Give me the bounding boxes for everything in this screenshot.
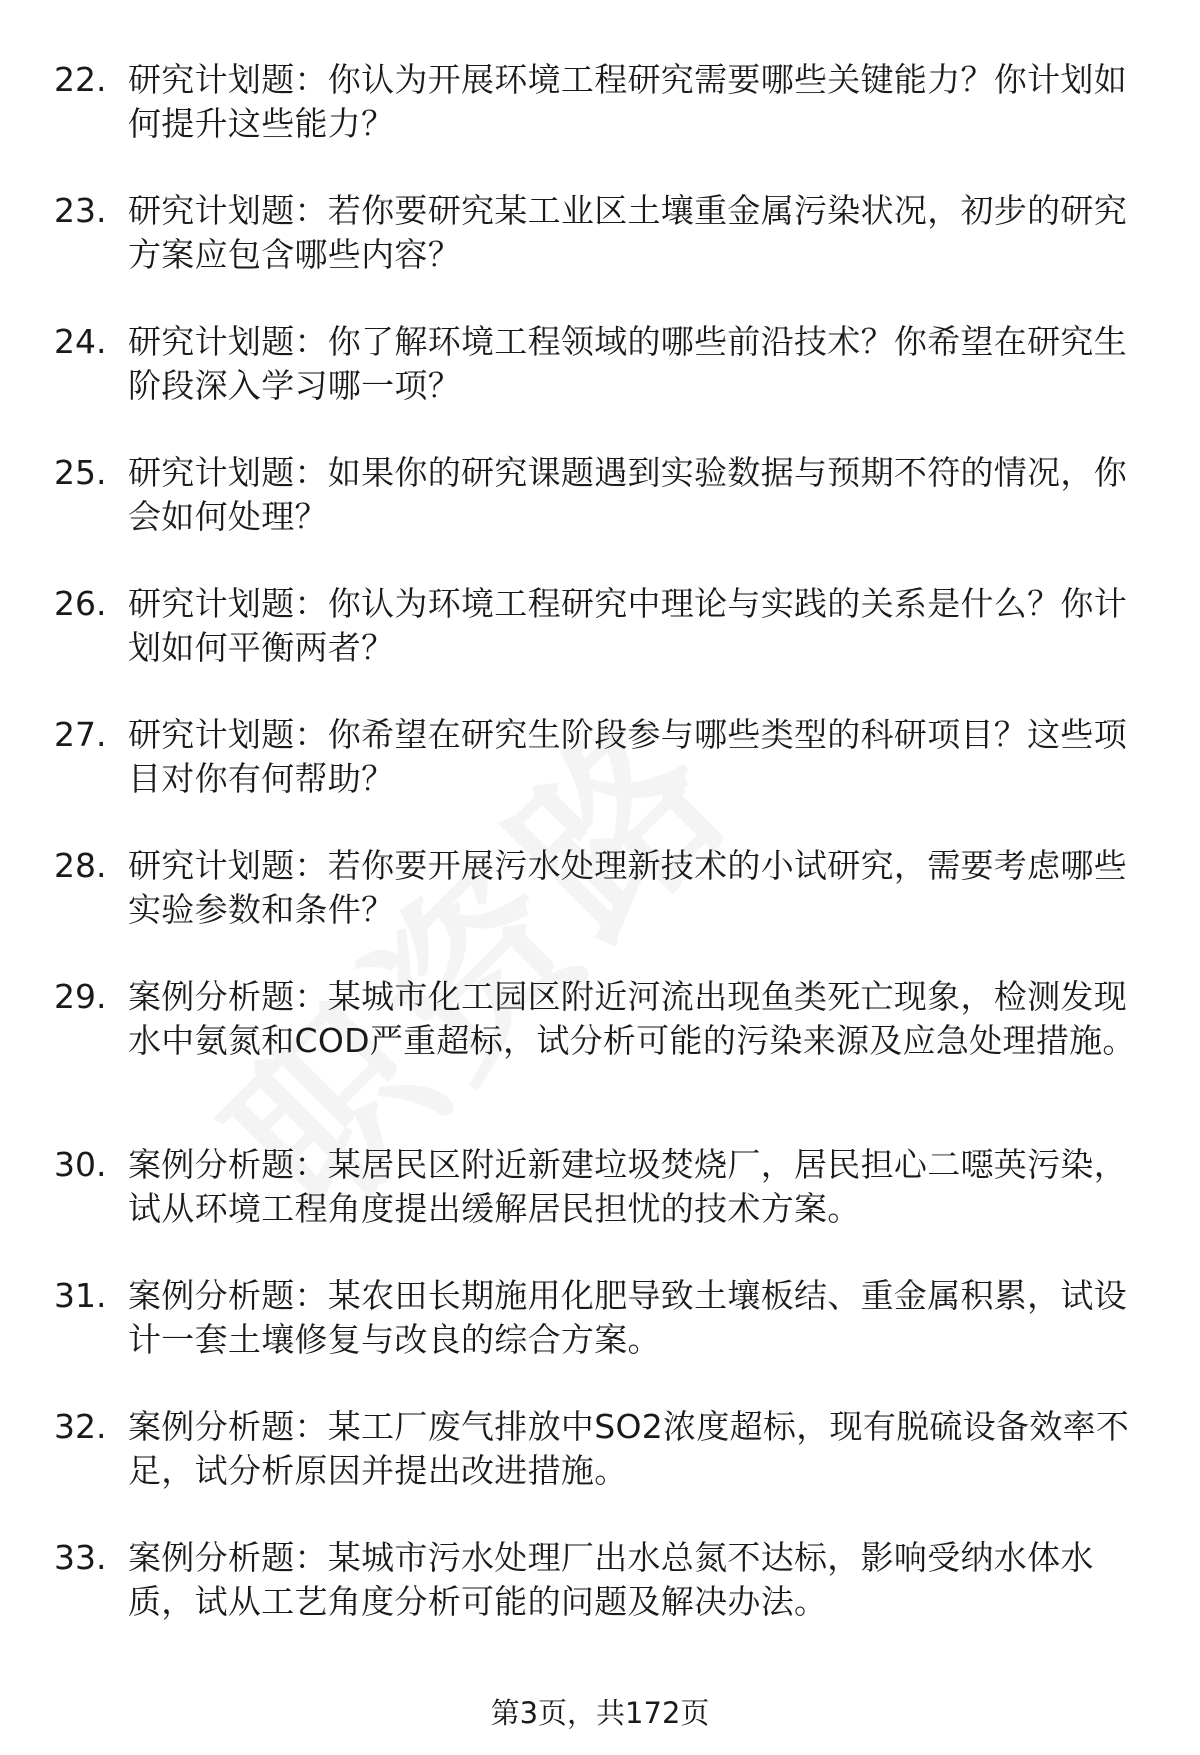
question-item [0, 189, 1200, 279]
question-item [0, 1143, 1200, 1233]
question-item [0, 582, 1200, 672]
question-item [0, 58, 1200, 148]
question-number: 31. [54, 1276, 107, 1315]
question-text: 案例分析题：某工厂废气排放中SO2浓度超标，现有脱硫设备效率不足，试分析原因并提出改进措施。 [128, 1407, 1130, 1490]
question-number: 25. [54, 453, 107, 492]
question-text: 研究计划题：你了解环境工程领域的哪些前沿技术？你希望在研究生阶段深入学习哪一项？ [128, 322, 1127, 405]
question-list [0, 58, 1200, 1667]
question-number: 27. [54, 715, 107, 754]
question-number: 30. [54, 1145, 107, 1184]
question-item [0, 713, 1200, 803]
question-item [0, 1274, 1200, 1364]
page-indicator: 第3页，共172页 [490, 1696, 710, 1730]
question-text: 案例分析题：某城市化工园区附近河流出现鱼类死亡现象，检测发现水中氨氮和COD严重超标，试分析可能的污染来源及应急处理措施。 [128, 977, 1136, 1060]
question-number: 32. [54, 1407, 107, 1446]
question-text: 案例分析题：某城市污水处理厂出水总氮不达标，影响受纳水体水质，试从工艺角度分析可能的问题及解决办法。 [128, 1538, 1094, 1621]
question-number: 26. [54, 584, 107, 623]
question-item [0, 320, 1200, 410]
question-item [0, 1536, 1200, 1626]
question-item [0, 451, 1200, 541]
question-text: 研究计划题：若你要研究某工业区土壤重金属污染状况，初步的研究方案应包含哪些内容？ [128, 191, 1127, 274]
question-text: 研究计划题：你希望在研究生阶段参与哪些类型的科研项目？这些项目对你有何帮助？ [128, 715, 1127, 798]
question-text: 案例分析题：某农田长期施用化肥导致土壤板结、重金属积累，试设计一套土壤修复与改良的综合方案。 [128, 1276, 1127, 1359]
question-number: 22. [54, 60, 107, 99]
question-number: 28. [54, 846, 107, 885]
question-item [0, 844, 1200, 934]
question-number: 29. [54, 977, 107, 1016]
question-item [0, 1405, 1200, 1495]
question-text: 案例分析题：某居民区附近新建垃圾焚烧厂，居民担心二噁英污染，试从环境工程角度提出缓解居民担忧的技术方案。 [128, 1145, 1127, 1228]
question-number: 23. [54, 191, 107, 230]
question-number: 33. [54, 1538, 107, 1577]
question-text: 研究计划题：若你要开展污水处理新技术的小试研究，需要考虑哪些实验参数和条件？ [128, 846, 1127, 929]
question-number: 24. [54, 322, 107, 361]
question-text: 研究计划题：你认为开展环境工程研究需要哪些关键能力？你计划如何提升这些能力？ [128, 60, 1127, 143]
question-item [0, 975, 1200, 1097]
question-text: 研究计划题：你认为环境工程研究中理论与实践的关系是什么？你计划如何平衡两者？ [128, 584, 1127, 667]
question-text: 研究计划题：如果你的研究课题遇到实验数据与预期不符的情况，你会如何处理？ [128, 453, 1127, 536]
